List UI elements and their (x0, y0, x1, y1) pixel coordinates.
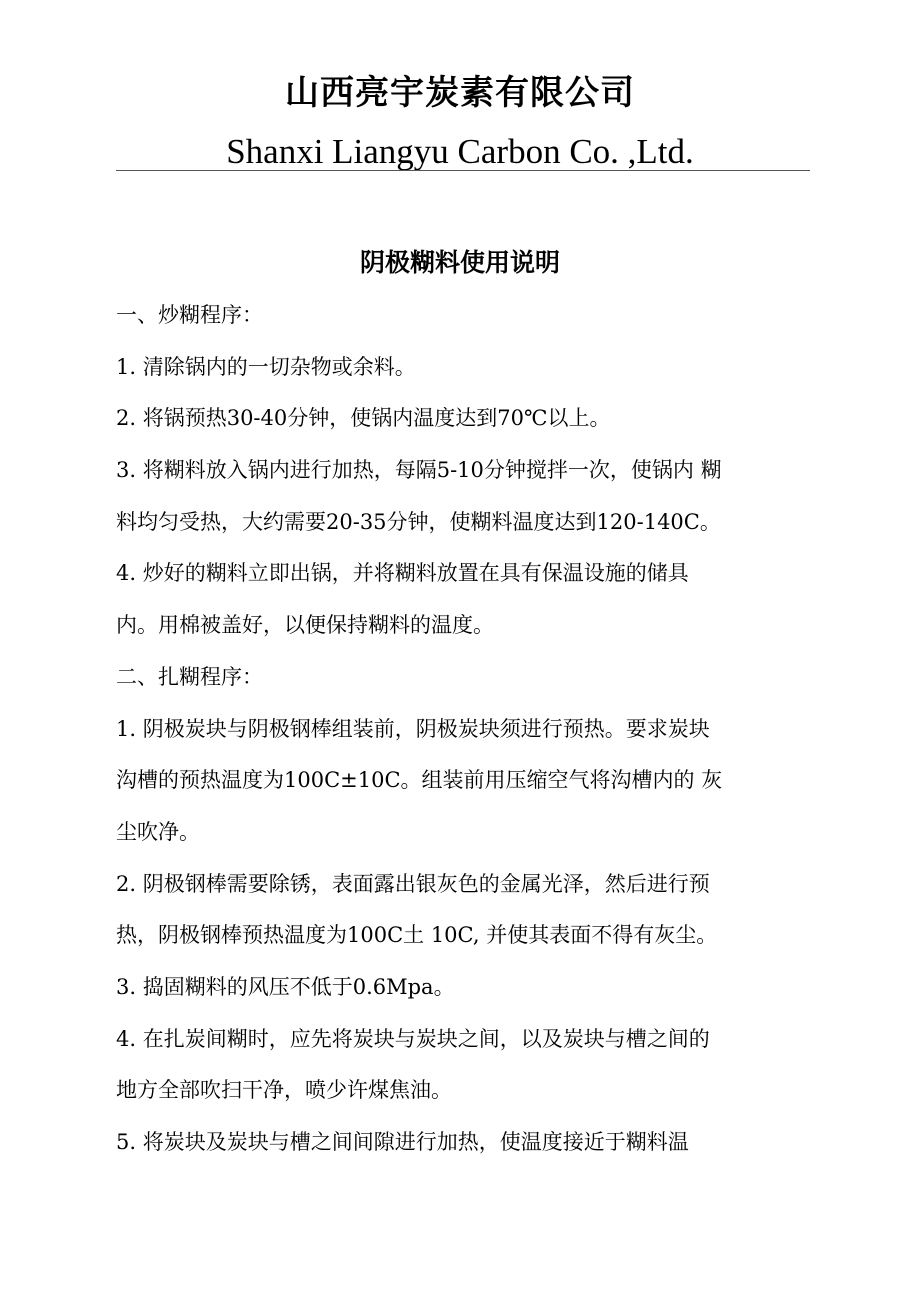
text-line: 沟槽的预热温度为100C±10C。组装前用压缩空气将沟槽内的 灰 (116, 768, 723, 793)
company-name-chinese: 山西亮宇炭素有限公司 (285, 73, 635, 113)
text-line: 2. 将锅预热30-40分钟，使锅内温度达到70℃以上。 (116, 406, 611, 431)
text-line: 3. 将糊料放入锅内进行加热，每隔5-10分钟搅拌一次，使锅内 糊 (116, 458, 722, 483)
document-title: 阴极糊料使用说明 (359, 248, 560, 277)
company-name-english: Shanxi Liangyu Carbon Co. ,Ltd. (226, 132, 694, 171)
text-line: 料均匀受热，大约需要20-35分钟，使糊料温度达到120-140C。 (116, 509, 721, 534)
text-line: 内。用棉被盖好，以便保持糊料的温度。 (116, 613, 494, 638)
document-body (116, 297, 812, 1176)
text-line: 1. 阴极炭块与阴极钢棒组装前，阴极炭块须进行预热。要求炭块 (116, 716, 710, 741)
text-line: 4. 在扎炭间糊时，应先将炭块与炭块之间，以及炭块与槽之间的 (116, 1026, 710, 1051)
text-line: 地方全部吹扫干净，喷少许煤焦油。 (116, 1078, 452, 1103)
header-divider (116, 170, 810, 171)
text-line: 2. 阴极钢棒需要除锈，表面露出银灰色的金属光泽，然后进行预 (116, 871, 710, 896)
section-heading-ramming: 二、扎糊程序： (116, 664, 263, 689)
text-line: 3. 捣固糊料的风压不低于0.6Mpa。 (116, 974, 455, 999)
text-line: 尘吹净。 (116, 819, 200, 844)
text-line: 热，阴极钢棒预热温度为100C土 10C, 并使其表面不得有灰尘。 (116, 923, 718, 948)
text-line: 4. 炒好的糊料立即出锅，并将糊料放置在具有保温设施的储具 (116, 561, 689, 586)
section-heading-stir-frying: 一、炒糊程序： (116, 303, 263, 327)
text-line: 1. 清除锅内的一切杂物或余料。 (116, 354, 416, 379)
text-line: 5. 将炭块及炭块与槽之间间隙进行加热，使温度接近于糊料温 (116, 1130, 689, 1154)
